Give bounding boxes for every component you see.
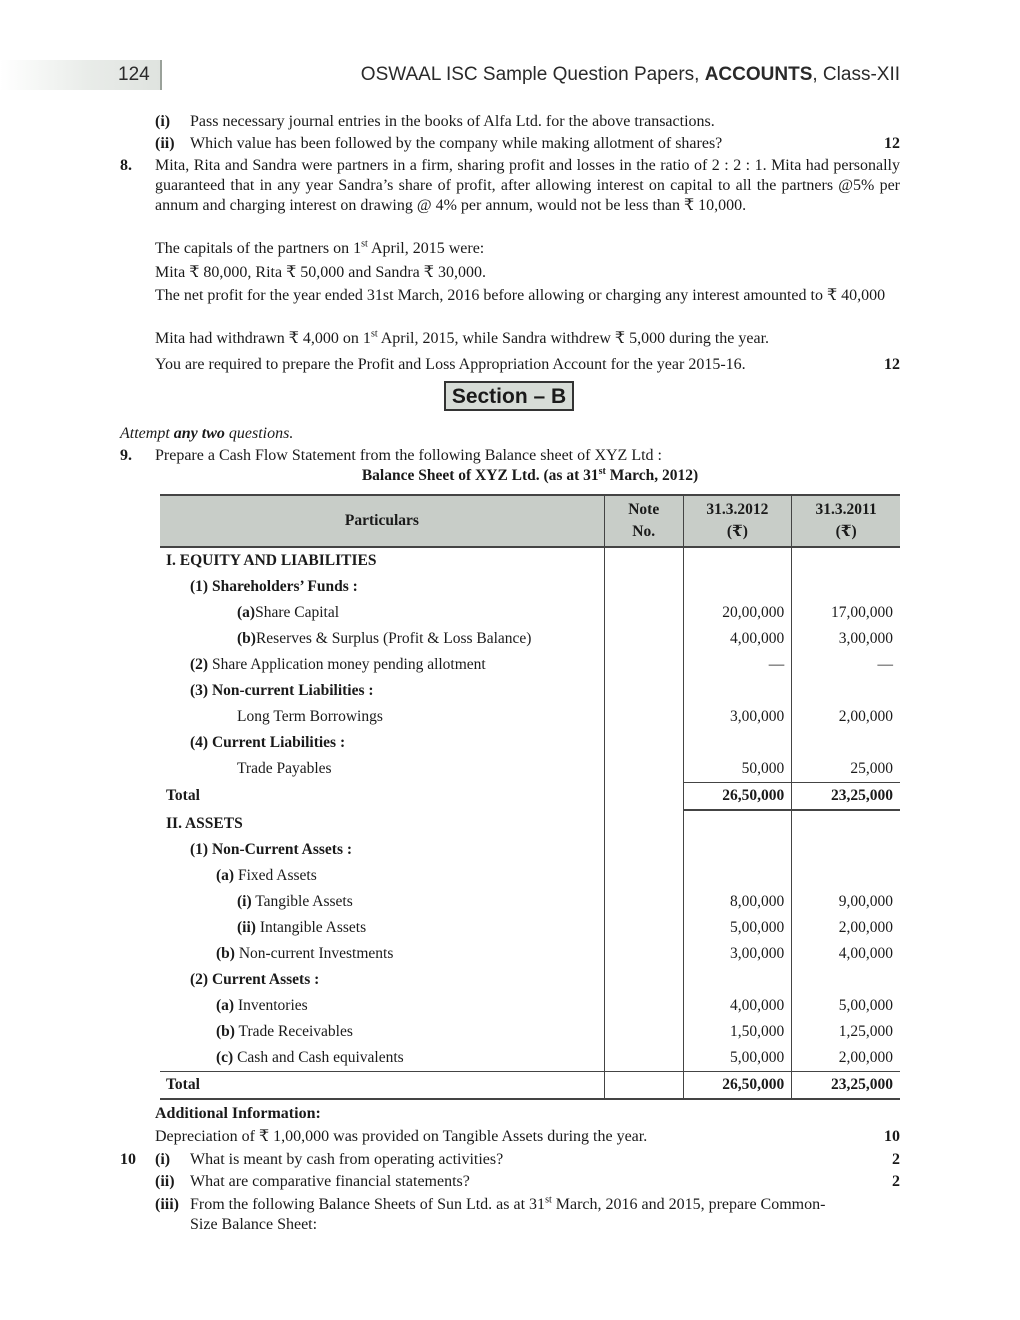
table-total-row: Total 26,50,000 23,25,000 bbox=[160, 783, 900, 811]
q8-drawings: Mita had withdrawn ₹ 4,000 on 1st April, 2015, while Sandra withdrew ₹ 5,000 during the year. bbox=[155, 328, 770, 347]
additional-info-text: Depreciation of ₹ 1,00,000 was provided on Tangible Assets during the year. bbox=[155, 1128, 648, 1145]
q10-ii-marks: 2 bbox=[892, 1173, 900, 1190]
q7-i-label: (i) bbox=[155, 113, 171, 130]
q8-capitals-values: Mita ₹ 80,000, Rita ₹ 50,000 and Sandra ₹ 30,000. bbox=[155, 264, 486, 281]
q9-text: Prepare a Cash Flow Statement from the following Balance sheet of XYZ Ltd : bbox=[155, 447, 662, 464]
q7-ii-text: Which value has been followed by the company while making allotment of shares? bbox=[190, 135, 723, 152]
table-row: (b)Reserves & Surplus (Profit & Loss Balance) 4,00,000 3,00,000 bbox=[160, 626, 900, 652]
q10-iii-text-cont: Size Balance Sheet: bbox=[190, 1216, 318, 1233]
q8-capitals-intro: The capitals of the partners on 1st April, 2015 were: bbox=[155, 238, 485, 257]
table-row: II. ASSETS bbox=[160, 810, 900, 837]
table-row: (b) Non-current Investments 3,00,000 4,00,000 bbox=[160, 941, 900, 967]
table-row: (1) Non-Current Assets : bbox=[160, 837, 900, 863]
col-note: Note No. bbox=[604, 495, 683, 547]
running-title: OSWAAL ISC Sample Question Papers, ACCOUNTS, Class-XII bbox=[360, 64, 900, 85]
col-2011: 31.3.2011 (₹) bbox=[792, 495, 900, 547]
table-row: Trade Payables 50,000 25,000 bbox=[160, 756, 900, 783]
additional-info-heading: Additional Information: bbox=[155, 1105, 321, 1122]
balance-sheet-table bbox=[160, 494, 900, 1100]
q10-i-marks: 2 bbox=[892, 1151, 900, 1168]
q7-ii-label: (ii) bbox=[155, 135, 175, 152]
q8-net-profit: The net profit for the year ended 31st March, 2016 before allowing or charging any interest amounted to ₹ 40,000 bbox=[155, 287, 886, 304]
q8-number: 8. bbox=[120, 157, 132, 174]
table-total-row: Total 26,50,000 23,25,000 bbox=[160, 1072, 900, 1100]
q8-requirement: You are required to prepare the Profit and Loss Appropriation Account for the year 2015-16. bbox=[155, 356, 746, 373]
q10-ii-text: What are comparative financial statements? bbox=[190, 1173, 470, 1190]
table-row: (3) Non-current Liabilities : bbox=[160, 678, 900, 704]
table-row: Long Term Borrowings 3,00,000 2,00,000 bbox=[160, 704, 900, 730]
header-divider bbox=[160, 60, 162, 90]
col-particulars: Particulars bbox=[160, 495, 604, 547]
q10-iii-label: (iii) bbox=[155, 1196, 179, 1213]
table-header-row bbox=[160, 495, 900, 547]
table-row: (2) Share Application money pending allotment — — bbox=[160, 652, 900, 678]
q8-marks: 12 bbox=[884, 356, 900, 373]
q10-ii-label: (ii) bbox=[155, 1173, 175, 1190]
table-row: (4) Current Liabilities : bbox=[160, 730, 900, 756]
table-row: I. EQUITY AND LIABILITIES bbox=[160, 547, 900, 574]
table-row: (a) Inventories 4,00,000 5,00,000 bbox=[160, 993, 900, 1019]
table-row: (a) Fixed Assets bbox=[160, 863, 900, 889]
balance-sheet-title: Balance Sheet of XYZ Ltd. (as at 31st March, 2012) bbox=[361, 465, 699, 484]
table-row: (i) Tangible Assets 8,00,000 9,00,000 bbox=[160, 889, 900, 915]
table-row: (b) Trade Receivables 1,50,000 1,25,000 bbox=[160, 1019, 900, 1045]
q10-i-text: What is meant by cash from operating activities? bbox=[190, 1151, 504, 1168]
table-row: (1) Shareholders’ Funds : bbox=[160, 574, 900, 600]
page-number: 124 bbox=[118, 64, 150, 85]
q10-iii-text: From the following Balance Sheets of Sun Ltd. as at 31st March, 2016 and 2015, prepare Common- bbox=[190, 1194, 826, 1213]
table-row: (2) Current Assets : bbox=[160, 967, 900, 993]
q9-marks: 10 bbox=[884, 1128, 900, 1145]
section-b-heading: Section – B bbox=[444, 381, 574, 411]
col-2012: 31.3.2012 (₹) bbox=[683, 495, 792, 547]
q10-i-label: (i) bbox=[155, 1151, 171, 1168]
q10-number: 10 bbox=[120, 1151, 136, 1168]
table-row: (c) Cash and Cash equivalents 5,00,000 2,00,000 bbox=[160, 1045, 900, 1072]
table-row: (a)Share Capital 20,00,000 17,00,000 bbox=[160, 600, 900, 626]
q7-marks: 12 bbox=[884, 135, 900, 152]
q8-paragraph: Mita, Rita and Sandra were partners in a firm, sharing profit and losses in the ratio of 2 : 2 : 1. Mita had personally guaranteed that in any year Sandra’s share of profit, after allowing interest on capital to all the partners @5% per annum and charging interest on drawing @ 4% per annum, would not be less than ₹ 10,000. bbox=[155, 157, 900, 214]
q9-number: 9. bbox=[120, 447, 132, 464]
q7-i-text: Pass necessary journal entries in the books of Alfa Ltd. for the above transactions. bbox=[190, 113, 715, 130]
section-b-instruction: Attempt any two questions. bbox=[120, 425, 294, 442]
table-row: (ii) Intangible Assets 5,00,000 2,00,000 bbox=[160, 915, 900, 941]
